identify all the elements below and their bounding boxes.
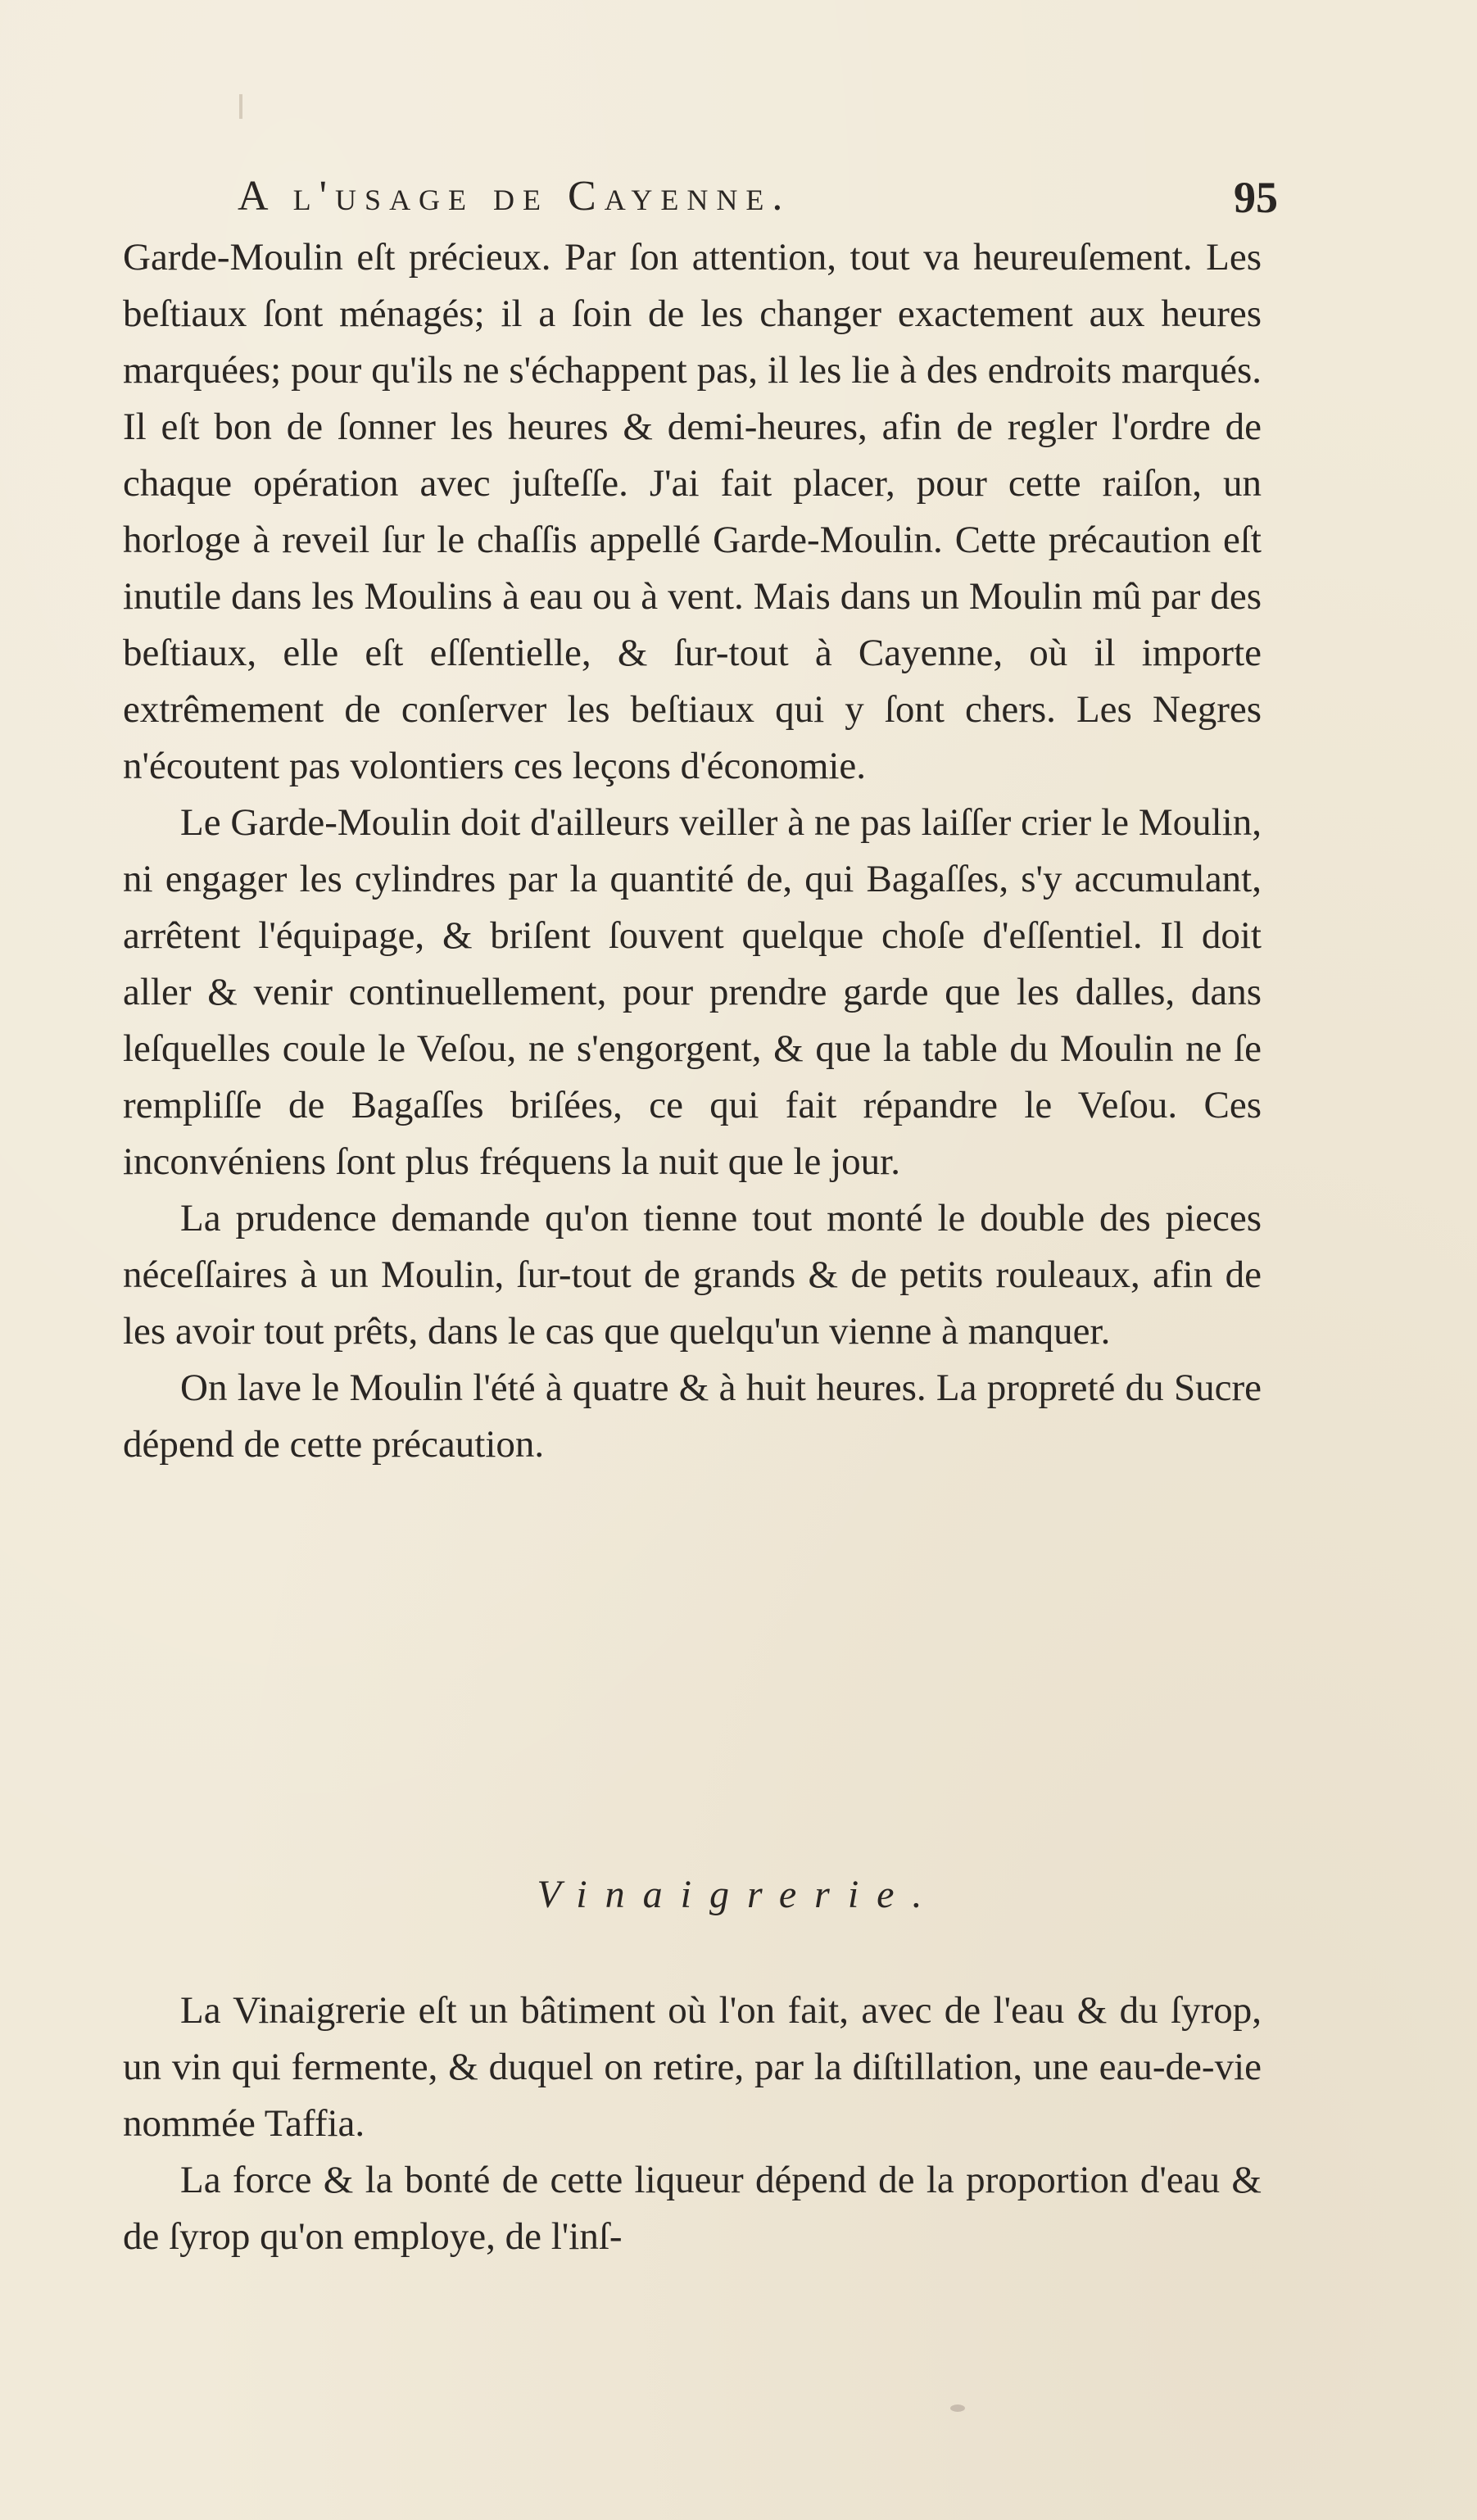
- section-heading: Vinaigrerie.: [537, 1873, 940, 1916]
- body-text: [123, 229, 1262, 1473]
- paper-speck: [950, 2404, 965, 2412]
- running-title: A l'usage de Cayenne.: [238, 173, 791, 220]
- page-header: [238, 172, 1278, 229]
- page-number: 95: [1234, 173, 1278, 222]
- paragraph: La prudence demande qu'on tienne tout monté le double des pieces néceſſaires à un Moulin, ſur-tout de grands & de petits rouleaux, afin de les avoir tout prêts, dans le cas que quelqu'un vienne à manquer.: [123, 1197, 1262, 1353]
- section-body: [123, 1983, 1262, 2265]
- paragraph: Garde-Moulin eſt précieux. Par ſon attention, tout va heureuſement. Les beſtiaux ſont ménagés; il a ſoin de les changer exactement aux heures marquées; pour qu'ils ne s'échappent pas, il les lie à des endroits marqués. Il eſt bon de ſonner les heures & demi-heures, afin de regler l'ordre de chaque opération avec juſteſſe. J'ai fait placer, pour cette raiſon, un horloge à reveil ſur le chaſſis appellé Garde-Moulin. Cette précaution eſt inutile dans les Moulins à eau ou à vent. Mais dans un Moulin mû par des beſtiaux, elle eſt eſſentielle, & ſur-tout à Cayenne, où il importe extrêmement de conſerver les beſtiaux qui y ſont chers. Les Negres n'écoutent pas volontiers ces leçons d'économie.: [123, 236, 1262, 787]
- paragraph: Le Garde-Moulin doit d'ailleurs veiller à ne pas laiſſer crier le Moulin, ni engager les cylindres par la quantité de, qui Bagaſſes, s'y accumulant, arrêtent l'équipage, & briſent ſouvent quelque choſe d'eſſentiel. Il doit aller & venir continuellement, pour prendre garde que les dalles, dans leſquelles coule le Veſou, ne s'engorgent, & que la table du Moulin ne ſe rempliſſe de Bagaſſes briſées, ce qui fait répandre le Veſou. Ces inconvéniens ſont plus fréquens la nuit que le jour.: [123, 801, 1262, 1183]
- paragraph: La Vinaigrerie eſt un bâtiment où l'on fait, avec de l'eau & du ſyrop, un vin qui fermente, & duquel on retire, par la diſtillation, une eau-de-vie nommée Taffia.: [123, 1989, 1262, 2145]
- paragraph: On lave le Moulin l'été à quatre & à huit heures. La propreté du Sucre dépend de cette précaution.: [123, 1367, 1262, 1466]
- paper-mark: [239, 94, 242, 119]
- paragraph: La force & la bonté de cette liqueur dépend de la proportion d'eau & de ſyrop qu'on employe, de l'inſ-: [123, 2159, 1262, 2258]
